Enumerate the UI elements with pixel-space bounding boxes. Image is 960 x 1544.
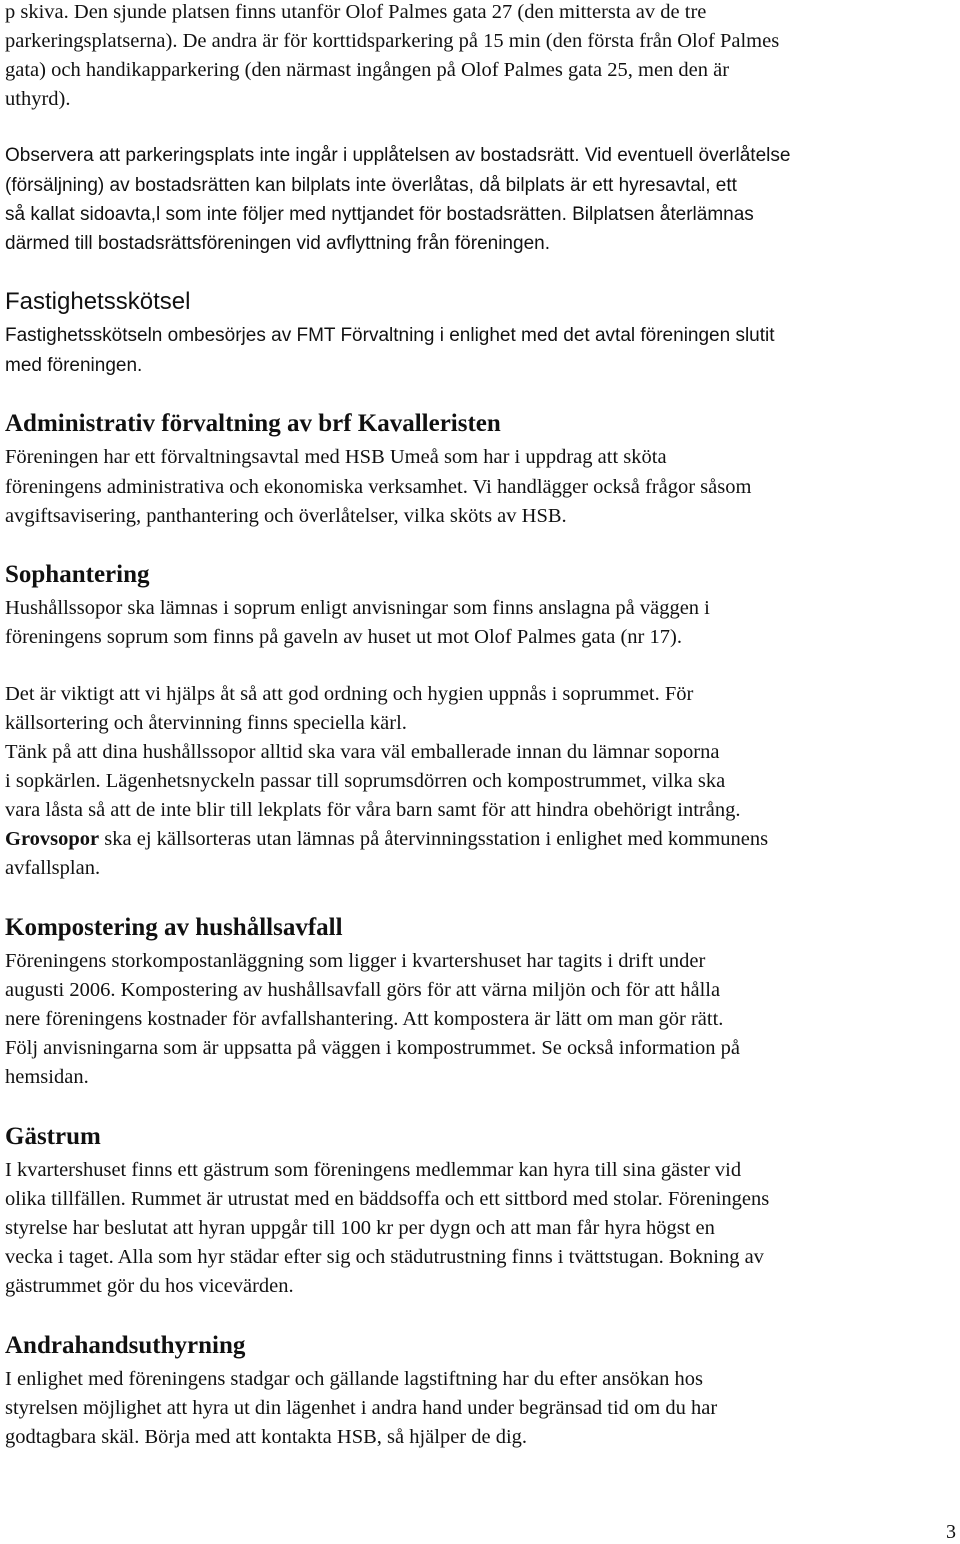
paragraph-line: avgiftsavisering, panthantering och överlåtelser, vilka sköts av HSB. — [5, 505, 567, 527]
paragraph-line: uthyrd). — [5, 88, 71, 110]
paragraph-line: gata) och handikapparkering (den närmast ingången på Olof Palmes gata 25, men den är — [5, 59, 730, 81]
paragraph-line: hemsidan. — [5, 1066, 89, 1088]
section-heading-administrativ: Administrativ förvaltning av brf Kavalleristen — [5, 410, 501, 437]
paragraph-line: Följ anvisningarna som är uppsatta på väggen i kompostrummet. Se också information på — [5, 1037, 741, 1059]
paragraph-line: i sopkärlen. Lägenhetsnyckeln passar till soprumsdörren och kompostrummet, vilka ska — [5, 770, 726, 792]
paragraph-line: avfallsplan. — [5, 857, 101, 879]
section-heading-andrahand: Andrahandsuthyrning — [5, 1332, 246, 1359]
paragraph-line: källsortering och återvinning finns speciella kärl. — [5, 712, 407, 734]
paragraph-line: I kvartershuset finns ett gästrum som föreningens medlemmar kan hyra till sina gäster vid — [5, 1159, 742, 1181]
section-heading-fastighetsskotsel: Fastighetsskötsel — [5, 288, 191, 315]
paragraph-line: Tänk på att dina hushållssopor alltid ska vara väl emballerade innan du lämnar soporna — [5, 741, 720, 763]
paragraph-line: styrelsen möjlighet att hyra ut din lägenhet i andra hand under begränsad tid om du har — [5, 1397, 718, 1419]
paragraph-line: Hushållssopor ska lämnas i soprum enligt anvisningar som finns anslagna på väggen i — [5, 597, 710, 619]
section-heading-sophantering: Sophantering — [5, 561, 150, 588]
paragraph-line: nere föreningens kostnader för avfallshantering. Att kompostera är lätt om man gör rätt. — [5, 1008, 724, 1030]
paragraph-line: därmed till bostadsrättsföreningen vid avflyttning från föreningen. — [5, 233, 550, 254]
paragraph-line: med föreningen. — [5, 355, 143, 376]
paragraph-line: Fastighetsskötseln ombesörjes av FMT Förvaltning i enlighet med det avtal föreningen slutit — [5, 325, 775, 346]
paragraph-line: Föreningens storkompostanläggning som ligger i kvartershuset har tagits i drift under — [5, 950, 706, 972]
section-heading-kompostering: Kompostering av hushållsavfall — [5, 914, 343, 941]
paragraph-line: gästrummet gör du hos vicevärden. — [5, 1275, 294, 1297]
paragraph-line: styrelse har beslutat att hyran uppgår till 100 kr per dygn och att man får hyra högst en — [5, 1217, 715, 1239]
grovsopor-line — [5, 827, 768, 851]
grovsopor-term: Grovsopor — [5, 828, 100, 850]
paragraph-line: Observera att parkeringsplats inte ingår i upplåtelsen av bostadsrätt. Vid eventuell överlåtelse — [5, 145, 791, 166]
paragraph-line: Det är viktigt att vi hjälps åt så att god ordning och hygien uppnås i soprummet. För — [5, 683, 694, 705]
paragraph-line: föreningens administrativa och ekonomiska verksamhet. Vi handlägger också frågor såsom — [5, 476, 752, 498]
paragraph-line: vecka i taget. Alla som hyr städar efter sig och städutrustning finns i tvättstugan. Bokning av — [5, 1246, 764, 1268]
paragraph-line: p skiva. Den sjunde platsen finns utanför Olof Palmes gata 27 (den mittersta av de tre — [5, 1, 707, 23]
paragraph-line: augusti 2006. Kompostering av hushållsavfall görs för att värna miljön och för att hålla — [5, 979, 721, 1001]
page-number: 3 — [946, 1521, 956, 1543]
paragraph-line: Föreningen har ett förvaltningsavtal med HSB Umeå som har i uppdrag att sköta — [5, 446, 667, 468]
section-heading-gastrum: Gästrum — [5, 1123, 101, 1150]
paragraph-line: olika tillfällen. Rummet är utrustat med en bäddsoffa och ett sittbord med stolar. Föreningens — [5, 1188, 770, 1210]
paragraph-line: föreningens soprum som finns på gaveln av huset ut mot Olof Palmes gata (nr 17). — [5, 626, 682, 648]
grovsopor-text: ska ej källsorteras utan lämnas på återvinningsstation i enlighet med kommunens — [99, 828, 769, 850]
paragraph-line: (försäljning) av bostadsrätten kan bilplats inte överlåtas, då bilplats är ett hyresavtal, ett — [5, 175, 737, 196]
paragraph-line: I enlighet med föreningens stadgar och gällande lagstiftning har du efter ansökan hos — [5, 1368, 703, 1390]
paragraph-line: godtagbara skäl. Börja med att kontakta HSB, så hjälper de dig. — [5, 1426, 528, 1448]
paragraph-line: så kallat sidoavta,l som inte följer med nyttjandet för bostadsrätten. Bilplatsen återlämnas — [5, 204, 754, 225]
paragraph-line: vara låsta så att de inte blir till lekplats för våra barn samt för att hindra obehörigt intrång. — [5, 799, 741, 821]
paragraph-line: parkeringsplatserna). De andra är för korttidsparkering på 15 min (den första från Olof Palmes — [5, 30, 780, 52]
